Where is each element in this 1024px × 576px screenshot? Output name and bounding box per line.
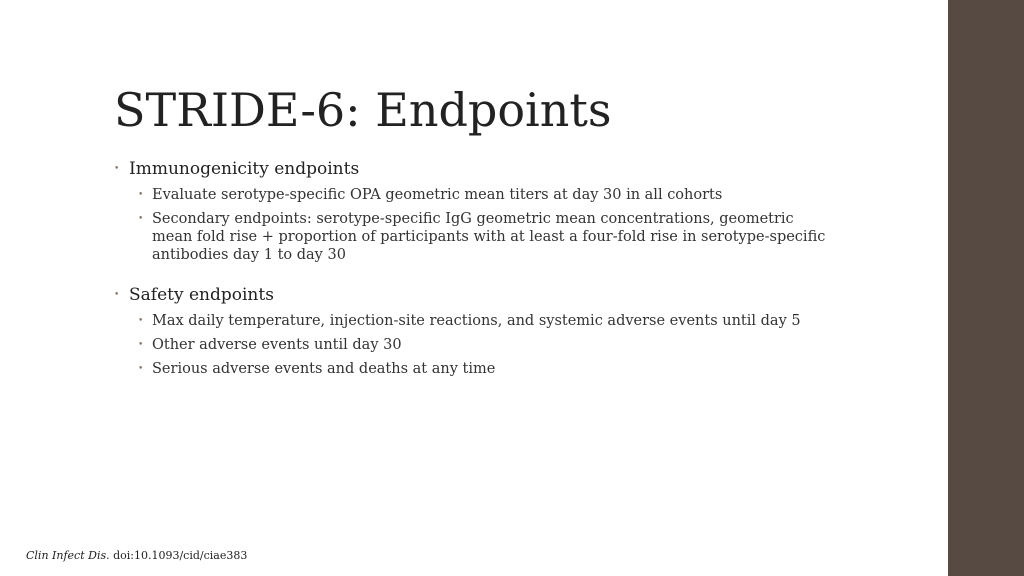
decorative-sidebar (948, 0, 1024, 576)
slide-title: STRIDE-6: Endpoints (114, 83, 612, 137)
bullet-text: Secondary endpoints: serotype-specific IgG geometric mean concentrations, geometric mean fold rise + proportion of participants with at least a four-fold rise in serotype-specific antibodies day 1 to day 30 (152, 211, 826, 263)
bullet-text: Evaluate serotype-specific OPA geometric mean titers at day 30 in all cohorts (152, 187, 723, 203)
bullet-icon: • (114, 164, 120, 174)
bullet-level2 (138, 312, 834, 330)
bullet-icon: • (138, 364, 144, 374)
section-heading: Immunogenicity endpoints (129, 159, 360, 179)
bullet-icon: • (138, 190, 144, 200)
bullet-text: Other adverse events until day 30 (152, 337, 402, 353)
bullet-icon: • (138, 214, 144, 224)
bullet-level2 (138, 360, 834, 378)
doi-text: . doi:10.1093/cid/ciae383 (106, 549, 248, 562)
bullet-level2 (138, 186, 834, 204)
bullet-icon: • (114, 290, 120, 300)
section-safety (114, 284, 834, 378)
bullet-level2 (138, 210, 834, 264)
bullet-icon: • (138, 316, 144, 326)
section-immunogenicity (114, 158, 834, 264)
bullet-icon: • (138, 340, 144, 350)
bullet-level2 (138, 336, 834, 354)
section-heading: Safety endpoints (129, 285, 274, 305)
bullet-level1 (114, 284, 834, 306)
slide-content (114, 158, 834, 398)
bullet-text: Serious adverse events and deaths at any time (152, 361, 496, 377)
journal-name: Clin Infect Dis (26, 549, 107, 562)
citation-footer (26, 549, 247, 563)
bullet-level1 (114, 158, 834, 180)
bullet-text: Max daily temperature, injection-site reactions, and systemic adverse events until day 5 (152, 313, 801, 329)
